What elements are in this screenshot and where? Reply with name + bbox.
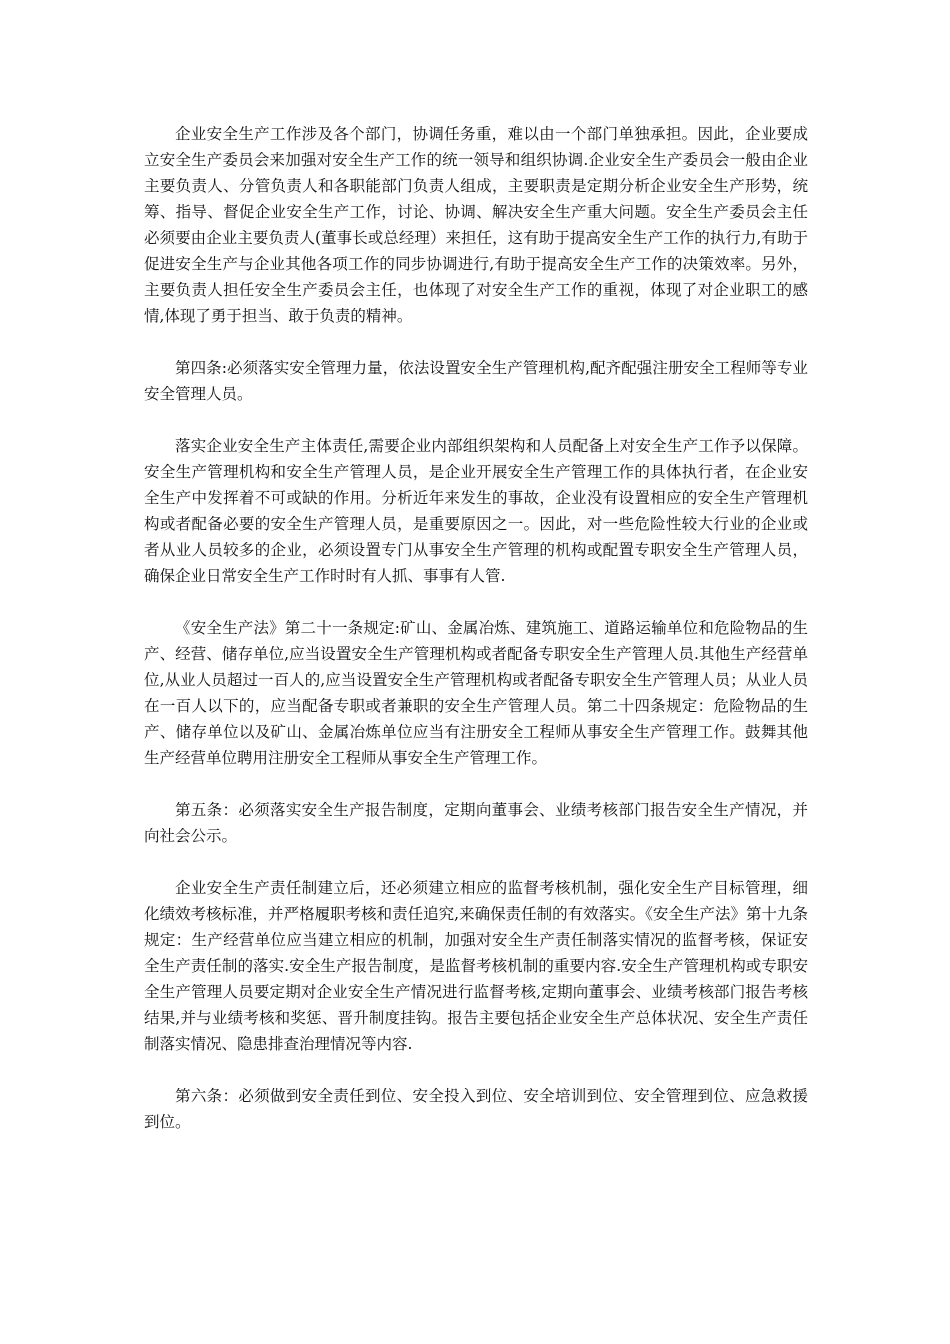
- article-5-heading: 第五条：必须落实安全生产报告制度，定期向董事会、业绩考核部门报告安全生产情况，并向社会公示。: [144, 801, 808, 845]
- paragraph-safety-committee: 企业安全生产工作涉及各个部门，协调任务重，难以由一个部门单独承担。因此，企业要成立安全生产委员会来加强对安全生产工作的统一领导和组织协调.企业安全生产委员会一般由企业主要负责人、分管负责人和各职能部门负责人组成，主要职责是定期分析企业安全生产形势，统筹、指导、督促企业安全生产工作，讨论、协调、解决安全生产重大问题。安全生产委员会主任必须要由企业主要负责人(董事长或总经理）来担任，这有助于提高安全生产工作的执行力,有助于促进安全生产与企业其他各项工作的同步协调进行,有助于提高安全生产工作的决策效率。另外，主要负责人担任安全生产委员会主任，也体现了对安全生产工作的重视，体现了对企业职工的感情,体现了勇于担当、敢于负责的精神。: [144, 125, 808, 325]
- paragraph-law-article-21: 《安全生产法》第二十一条规定:矿山、金属冶炼、建筑施工、道路运输单位和危险物品的生产、经营、储存单位,应当设置安全生产管理机构或者配备专职安全生产管理人员.其他生产经营单位,从业人员超过一百人的,应当设置安全生产管理机构或者配备专职安全生产管理人员；从业人员在一百人以下的，应当配备专职或者兼职的安全生产管理人员。第二十四条规定：危险物品的生产、储存单位以及矿山、金属冶炼单位应当有注册安全工程师从事安全生产管理工作。鼓舞其他生产经营单位聘用注册安全工程师从事安全生产管理工作。: [144, 619, 808, 767]
- article-4-heading: 第四条:必须落实安全管理力量，依法设置安全生产管理机构,配齐配强注册安全工程师等专业安全管理人员。: [144, 359, 808, 403]
- paragraph-gap: [144, 329, 808, 355]
- paragraph-management-staffing: 落实企业安全生产主体责任,需要企业内部组织架构和人员配备上对安全生产工作予以保障。安全生产管理机构和安全生产管理人员，是企业开展安全生产管理工作的具体执行者，在企业安全生产中发挥着不可或缺的作用。分析近年来发生的事故，企业没有设置相应的安全生产管理机构或者配备必要的安全生产管理人员，是重要原因之一。因此，对一些危险性较大行业的企业或者从业人员较多的企业，必须设置专门从事安全生产管理的机构或配置专职安全生产管理人员，确保企业日常安全生产工作时时有人抓、事事有人管.: [144, 437, 808, 585]
- paragraph-gap: [144, 1057, 808, 1083]
- article-6-heading: 第六条：必须做到安全责任到位、安全投入到位、安全培训到位、安全管理到位、应急救援到位。: [144, 1087, 808, 1131]
- paragraph-gap: [144, 407, 808, 433]
- paragraph-gap: [144, 771, 808, 797]
- paragraph-gap: [144, 849, 808, 875]
- document-body: [144, 121, 808, 1135]
- paragraph-reporting-system: 企业安全生产责任制建立后，还必须建立相应的监督考核机制，强化安全生产目标管理，细化绩效考核标准，并严格履职考核和责任追究,来确保责任制的有效落实。《安全生产法》第十九条规定：生产经营单位应当建立相应的机制，加强对安全生产责任制落实情况的监督考核，保证安全生产责任制的落实.安全生产报告制度，是监督考核机制的重要内容.安全生产管理机构或专职安全生产管理人员要定期对企业安全生产情况进行监督考核,定期向董事会、业绩考核部门报告考核结果,并与业绩考核和奖惩、晋升制度挂钩。报告主要包括企业安全生产总体状况、安全生产责任制落实情况、隐患排查治理情况等内容.: [144, 879, 808, 1053]
- paragraph-gap: [144, 589, 808, 615]
